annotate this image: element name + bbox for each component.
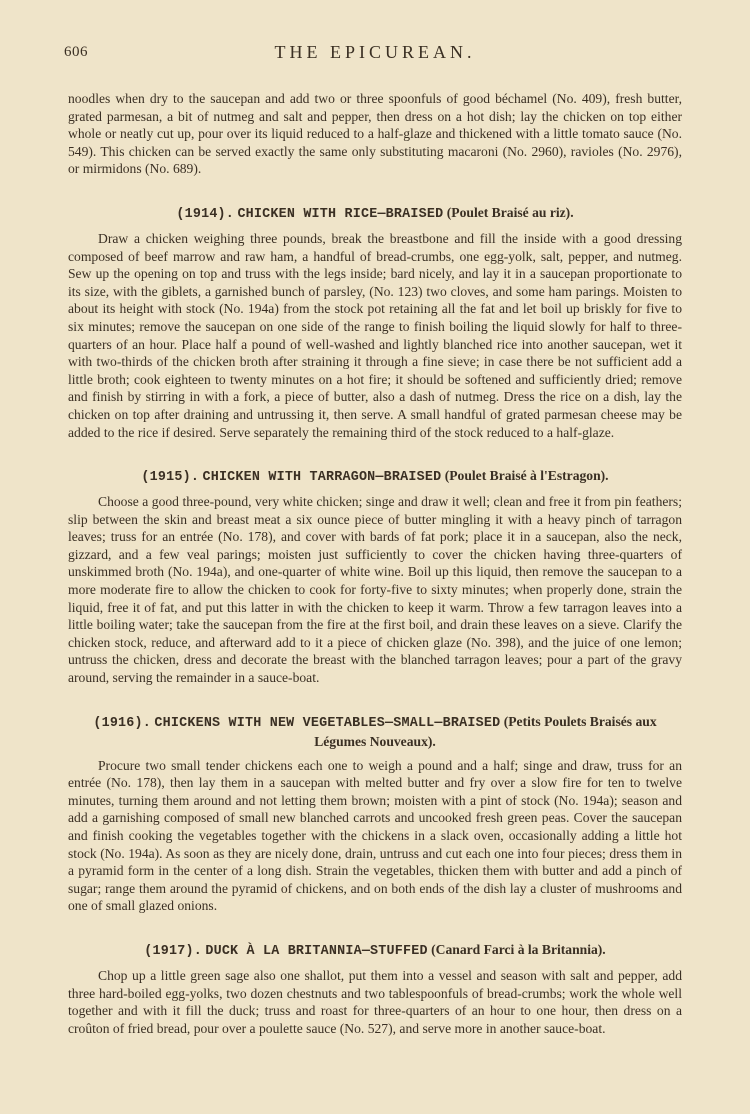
recipe-number: (1915). [141, 470, 200, 486]
running-title: THE EPICUREAN. [274, 42, 476, 62]
recipe-number: (1916). [93, 715, 151, 731]
recipe-body: Draw a chicken weighing three pounds, break the breastbone and fill the inside with a good dressing composed of beef marrow and raw ham, a handful of bread-crumbs, one egg-yolk, salt, pepper, and nutmeg. Sew up the opening on top and truss with the legs inside; bard nicely, and lay it in a saucepan proportionate to its size, with the giblets, a garnished bunch of parsley, (No. 123) two cloves, and some ham parings. Moisten to about its height with stock (No. 194a) from the stock pot retaining all the fat and let boil up briskly for five to six minutes; remove the saucepan on one side of the range to finish boiling the liquid slowly for half to three-quarters of an hour. Place half a pound of well-washed and lightly blanched rice into another saucepan, wet it with two-thirds of the chicken broth after straining it through a fine sieve; in case there be not sufficient add a little broth; cook eighteen to twenty minutes on a hot fire; it should be softened and sufficiently dried; remove and finish by stirring in with a fork, a piece of butter, also a dash of nutmeg. Dress the rice on a dish, lay the chicken on top after draining and untrussing it, then serve. A small handful of grated parmesan cheese may be added to the rice if desired. Serve separately the remaining third of the stock reduced to a half-glaze. [68, 230, 682, 440]
recipe-1917 [68, 941, 682, 1037]
continuation-paragraph: noodles when dry to the saucepan and add two or three spoonfuls of good béchamel (No. 409), fresh butter, grated parmesan, a bit of nutmeg and salt and pepper, then dress on a hot dish; lay the chicken on top either whole or neatly cut up, pour over its liquid reduced to a half-glaze and thickened with a little tomato sauce (No. 549). This chicken can be served exactly the same only substituting macaroni (No. 2960), ravioles (No. 2976), or mirmidons (No. 689). [68, 91, 682, 177]
recipe-1915 [68, 467, 682, 687]
recipe-name: CHICKENS WITH NEW VEGETABLES—SMALL—BRAISED [154, 715, 501, 731]
recipe-title [68, 941, 682, 961]
recipe-body: Chop up a little green sage also one shallot, put them into a vessel and season with salt and pepper, add three hard-boiled egg-yolks, two dozen chestnuts and two tablespoonfuls of bread-crumbs; work the whole well together and with it fill the duck; truss and roast for three-quarters of an hour to one hour, then dress on a croûton of fried bread, pour over a poulette sauce (No. 527), and serve more in another sauce-boat. [68, 967, 682, 1036]
recipe-french-name: (Poulet Braisé au riz). [446, 204, 574, 220]
recipe-title [68, 467, 682, 487]
recipe-1914 [68, 204, 682, 441]
recipe-number: (1917). [144, 943, 202, 959]
recipe-french-name: (Poulet Braisé à l'Estragon). [444, 468, 609, 484]
recipe-body: Procure two small tender chickens each one to weigh a pound and a half; singe and draw, truss for an entrée (No. 178), then lay them in a saucepan with melted butter and fry over a slow fire for ten to twelve minutes, turning them around and not letting them brown; moisten with a pint of stock (No. 194a); season and add a garnishing composed of small new blanched carrots and uncooked fresh green peas. Cover the saucepan and finish cooking the vegetables together with the chickens in a slack oven, occasionally adding a little hot stock (No. 194a). As soon as they are nicely done, drain, untruss and cut each one into four pieces; dress them in a pyramid form in the center of a long dish. Strain the vegetables, thicken them with butter and add a pinch of sugar; range them around the pyramid of chickens, and on both ends of the dish lay a cluster of mushrooms and one of small glazed onions. [68, 757, 682, 914]
recipe-french-name: (Petits Poulets Braisés aux Légumes Nouveaux). [314, 713, 657, 749]
recipe-title [68, 204, 682, 224]
recipe-french-name: (Canard Farci à la Britannia). [431, 941, 606, 957]
recipe-name: CHICKEN WITH RICE—BRAISED [237, 206, 444, 222]
recipe-1916 [68, 713, 682, 915]
recipe-number: (1914). [176, 206, 235, 222]
page-header [64, 40, 682, 70]
page-number: 606 [64, 44, 88, 60]
recipe-name: DUCK À LA BRITANNIA—STUFFED [205, 943, 428, 959]
recipe-body: Choose a good three-pound, very white chicken; singe and draw it well; clean and free it from pin feathers; slip between the skin and breast meat a six ounce piece of butter mingling it with a heavy pinch of tarragon leaves; truss for an entrée (No. 178), and cover with bards of fat pork; place it in a saucepan, also the neck, gizzard, and a few veal parings; moisten just sufficiently to cover the chicken having three-quarters of unskimmed broth (No. 194a), and one-quarter of white wine. Boil up this liquid, then remove the saucepan to a more moderate fire to allow the chicken to cook for forty-five to sixty minutes; when properly done, strain the liquid, free it of fat, and put this latter in with the chicken to keep it warm. Throw a few tarragon leaves into a little boiling water; take the saucepan from the fire at the first boil, and drain these leaves on a sieve. Clarify the chicken stock, reduce, and afterward add to it a piece of chicken glaze (No. 398), and the juice of one lemon; untruss the chicken, dress and decorate the breast with the blanched tarragon leaves; pour a part of the gravy around, serving the remainder in a sauce-boat. [68, 494, 682, 686]
recipe-name: CHICKEN WITH TARRAGON—BRAISED [202, 470, 442, 486]
recipe-title [68, 713, 682, 751]
